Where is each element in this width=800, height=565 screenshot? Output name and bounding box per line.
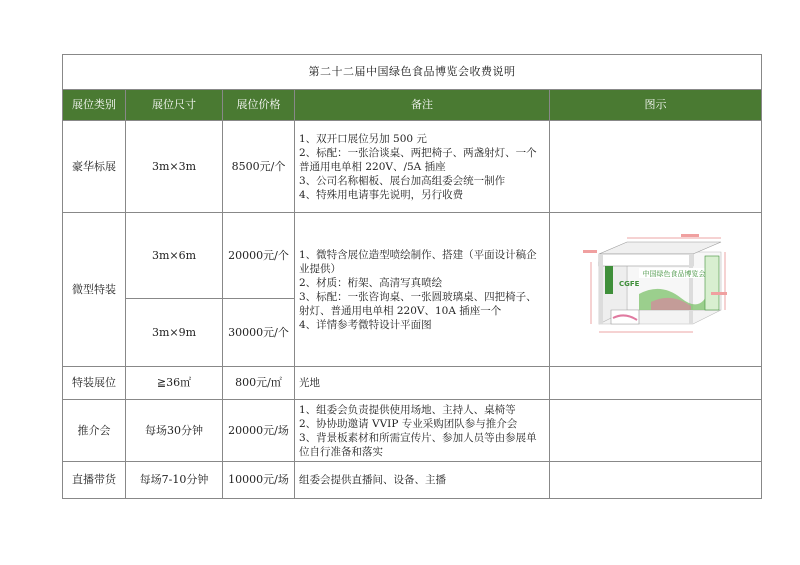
notes-cell — [295, 462, 550, 499]
booth-size-cell: 3m×6m — [126, 213, 223, 299]
note-line: 2、材质：桁架、高清写真喷绘 — [299, 276, 443, 289]
note-line: 3、公司名称楣板、展台加高组委会统一制作 — [299, 174, 506, 187]
booth-price-cell: 800元/㎡ — [223, 367, 295, 400]
note-line: 3、标配：一张咨询桌、一张圆玻璃桌、四把椅子、射灯、普通用电单相 220V、10A 插座一个 — [299, 290, 537, 317]
booth-type-cell: 豪华标展 — [63, 121, 126, 213]
notes-cell — [295, 367, 550, 400]
booth-size-cell: ≧36㎡ — [126, 367, 223, 400]
note-line: 2、标配：一张洽谈桌、两把椅子、两盏射灯、一个普通用电单相 220V、/5A 插座 — [299, 146, 537, 173]
table-row — [63, 400, 762, 462]
header-illustration: 图示 — [550, 90, 762, 121]
note-line: 光地 — [299, 377, 320, 389]
note-line: 4、详情参考微特设计平面图 — [299, 318, 432, 331]
booth-logo-text: CGFE — [618, 280, 639, 288]
booth-price-cell: 30000元/个 — [223, 299, 295, 367]
illustration-cell-empty — [550, 462, 762, 499]
table-row — [63, 367, 762, 400]
booth-illustration — [581, 232, 731, 347]
illustration-cell-empty — [550, 121, 762, 213]
booth-size-cell: 每场7-10分钟 — [126, 462, 223, 499]
table-row — [63, 213, 762, 299]
notes-cell — [295, 400, 550, 462]
booth-type-cell: 微型特装 — [63, 213, 126, 367]
notes-cell — [295, 121, 550, 213]
booth-price-cell: 8500元/个 — [223, 121, 295, 213]
fee-table — [62, 54, 762, 499]
notes-cell — [295, 213, 550, 367]
note-line: 1、组委会负责提供使用场地、主持人、桌椅等 — [299, 403, 516, 416]
booth-type-cell: 特装展位 — [63, 367, 126, 400]
booth-size-cell: 每场30分钟 — [126, 400, 223, 462]
note-line: 1、双开口展位另加 500 元 — [299, 132, 427, 145]
illustration-cell-empty — [550, 367, 762, 400]
table-row — [63, 121, 762, 213]
booth-sign-text: 中国绿色食品博览会 — [642, 270, 706, 278]
table-title: 第二十二届中国绿色食品博览会收费说明 — [63, 55, 762, 90]
note-line: 2、协协助邀请 VVIP 专业采购团队参与推介会 — [299, 417, 518, 430]
booth-price-cell: 20000元/场 — [223, 400, 295, 462]
header-booth-price: 展位价格 — [223, 90, 295, 121]
note-line: 4、特殊用电请事先说明，另行收费 — [299, 188, 464, 201]
booth-price-cell: 20000元/个 — [223, 213, 295, 299]
header-notes: 备注 — [295, 90, 550, 121]
note-line: 1、微特含展位造型喷绘制作、搭建（平面设计稿企业提供） — [299, 248, 537, 275]
illustration-cell-empty — [550, 400, 762, 462]
header-booth-type: 展位类别 — [63, 90, 126, 121]
note-line: 3、背景板素材和所需宣传片、参加人员等由参展单位自行准备和落实 — [299, 431, 537, 458]
booth-size-cell: 3m×3m — [126, 121, 223, 213]
booth-type-cell: 直播带货 — [63, 462, 126, 499]
illustration-cell — [550, 213, 762, 367]
booth-size-cell: 3m×9m — [126, 299, 223, 367]
booth-type-cell: 推介会 — [63, 400, 126, 462]
booth-price-cell: 10000元/场 — [223, 462, 295, 499]
table-row — [63, 462, 762, 499]
note-line: 组委会提供直播间、设备、主播 — [299, 474, 446, 486]
header-booth-size: 展位尺寸 — [126, 90, 223, 121]
